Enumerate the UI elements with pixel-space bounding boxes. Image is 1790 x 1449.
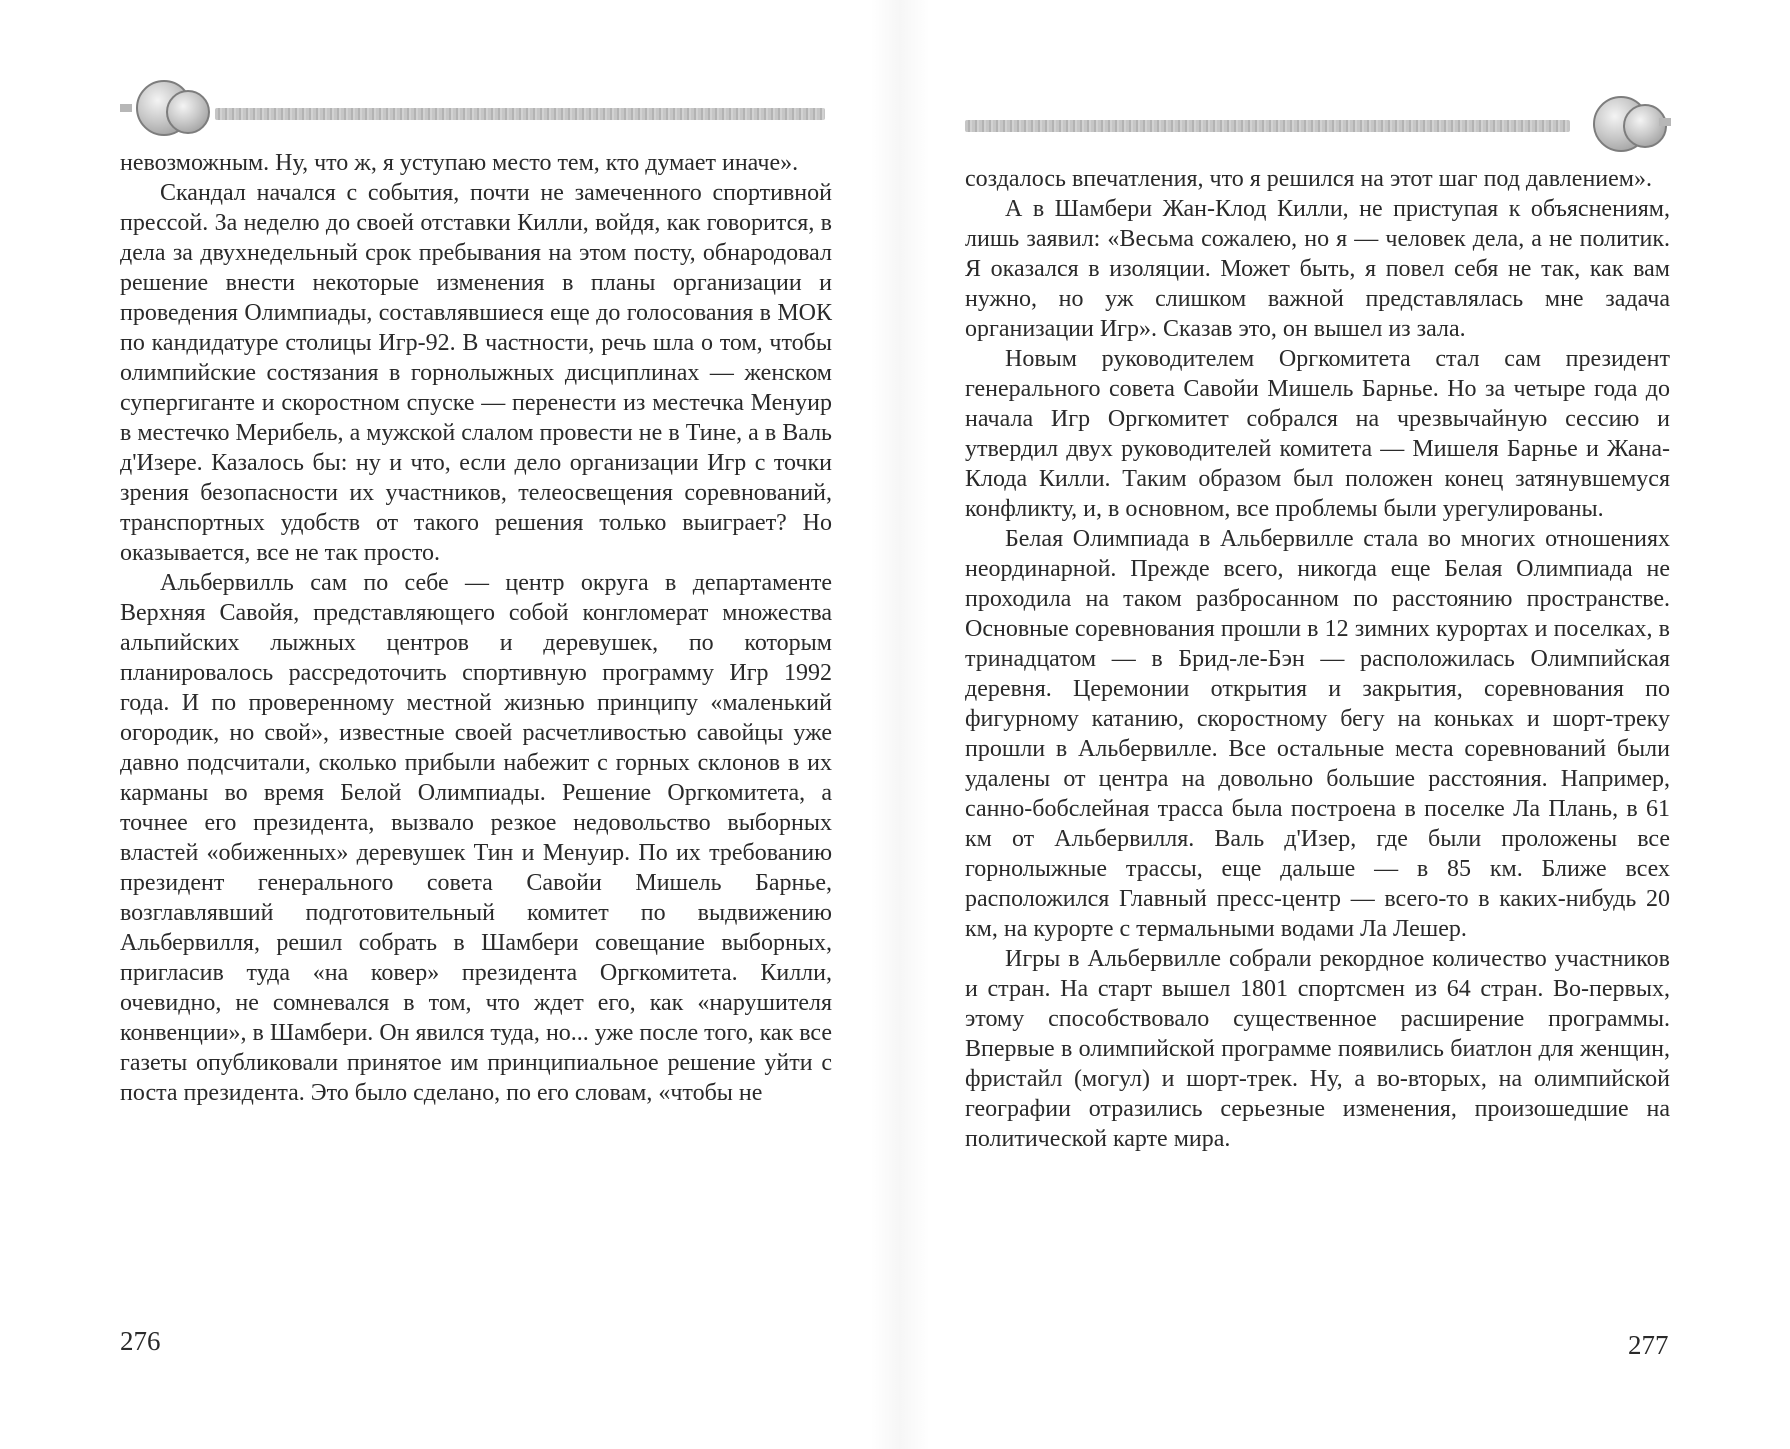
book-gutter <box>870 0 930 1449</box>
coin-icon <box>166 90 210 134</box>
paragraph: Белая Олимпиада в Альбервилле стала во многих отношениях неординарной. Прежде всего, никогда еще Белая Олимпиада не проходила на таком разбросанном по расстоянию пространстве. Основные соревнования прошли в 12 зимних курортах и поселках, в тринадцатом — в Брид-ле-Бэн — расположилась Олимпийская деревня. Церемонии открытия и закрытия, соревнования по фигурному катанию, скоростному бегу на коньках и шорт-треку прошли в Альбервилле. Все остальные места соревнований были удалены от центра на довольно большие расстояния. Например, санно-бобслейная трасса была построена в поселке Ла Плань, в 61 км от Альбервилля. Валь д'Изер, где были проложены все горнолыжные трассы, еще дальше — в 85 км. Ближе всех расположился Главный пресс-центр — всего-то в каких-нибудь 20 км, на курорте с термальными водами Ла Лешер. <box>965 526 1670 942</box>
ornament-stub <box>120 104 132 112</box>
paragraph: Скандал начался с события, почти не замеченного спортивной прессой. За неделю до своей отставки Килли, войдя, как говорится, в дела за двухнедельный срок пребывания на этом посту, обнародовал решение внести некоторые изменения в планы организации и проведения Олимпиады, составлявшиеся еще до голосования в МОК по кандидатуре столицы Игр-92. В частности, речь шла о том, чтобы олимпийские состязания в горнолыжных дисциплинах — женском супергиганте и скоростном спуске — перенести из местечка Менуир в местечко Мерибель, а мужской слалом провести не в Тине, а в Валь д'Изере. Казалось бы: ну и что, если дело организации Игр с точки зрения безопасности их участников, телеосвещения соревнований, транспортных удобств от такого решения только выиграет? Но оказывается, все не так просто. <box>120 180 832 566</box>
running-header-rule <box>215 108 825 120</box>
ornament-stub <box>1659 118 1671 126</box>
page-number: 277 <box>1628 1330 1669 1360</box>
left-page-text <box>120 148 832 1108</box>
coin-icon <box>1623 104 1667 148</box>
right-page-text <box>965 164 1670 1154</box>
left-page <box>120 0 832 1449</box>
running-header-rule <box>965 120 1570 132</box>
paragraph: Новым руководителем Оргкомитета стал сам президент генерального совета Савойи Мишель Барнье. Но за четыре года до начала Игр Оргкомитет собрался на чрезвычайную сессию и утвердил двух руководителей комитета — Мишеля Барнье и Жана-Клода Килли. Таким образом был положен конец затянувшемуся конфликту, и, в основном, все проблемы были урегулированы. <box>965 346 1670 522</box>
coins-ornament-icon <box>120 78 210 142</box>
paragraph: А в Шамбери Жан-Клод Килли, не приступая к объяснениям, лишь заявил: «Весьма сожалею, но я — человек дела, а не политик. Я оказался в изоляции. Может быть, я повел себя не так, как вам нужно, но уж слишком важной представлялась мне задача организации Игр». Сказав это, он вышел из зала. <box>965 196 1670 342</box>
page-number: 276 <box>120 1326 161 1356</box>
paragraph: невозможным. Ну, что ж, я уступаю место тем, кто думает иначе». <box>120 150 799 176</box>
paragraph: создалось впечатления, что я решился на этот шаг под давлением». <box>965 166 1652 192</box>
coins-ornament-icon <box>1575 92 1665 156</box>
right-page <box>965 0 1670 1449</box>
paragraph: Игры в Альбервилле собрали рекордное количество участников и стран. На старт вышел 1801 спортсмен из 64 стран. Во-первых, этому способствовало существенное расширение программы. Впервые в олимпийской программе появились биатлон для женщин, фристайл (могул) и шорт-трек. Ну, а во-вторых, на олимпийской географии отразились серьезные изменения, произошедшие на политической карте мира. <box>965 946 1670 1152</box>
paragraph: Альбервилль сам по себе — центр округа в департаменте Верхняя Савойя, представляющего собой конгломерат множества альпийских лыжных центров и деревушек, по которым планировалось рассредоточить спортивную программу Игр 1992 года. И по проверенному местной жизнью принципу «маленький огородик, но свой», известные своей расчетливостью савойцы уже давно подсчитали, сколько прибыли набежит с горных склонов в их карманы во время Белой Олимпиады. Решение Оргкомитета, а точнее его президента, вызвало резкое недовольство выборных властей «обиженных» деревушек Тин и Менуир. По их требованию президент генерального совета Савойи Мишель Барнье, возглавлявший подготовительный комитет по выдвижению Альбервилля, решил собрать в Шамбери совещание выборных, пригласив туда «на ковер» президента Оргкомитета. Килли, очевидно, не сомневался в том, что ждет его, как «нарушителя конвенции», в Шамбери. Он явился туда, но... уже после того, как все газеты опубликовали принятое им принципиальное решение уйти с поста президента. Это было сделано, по его словам, «чтобы не <box>120 570 832 1106</box>
